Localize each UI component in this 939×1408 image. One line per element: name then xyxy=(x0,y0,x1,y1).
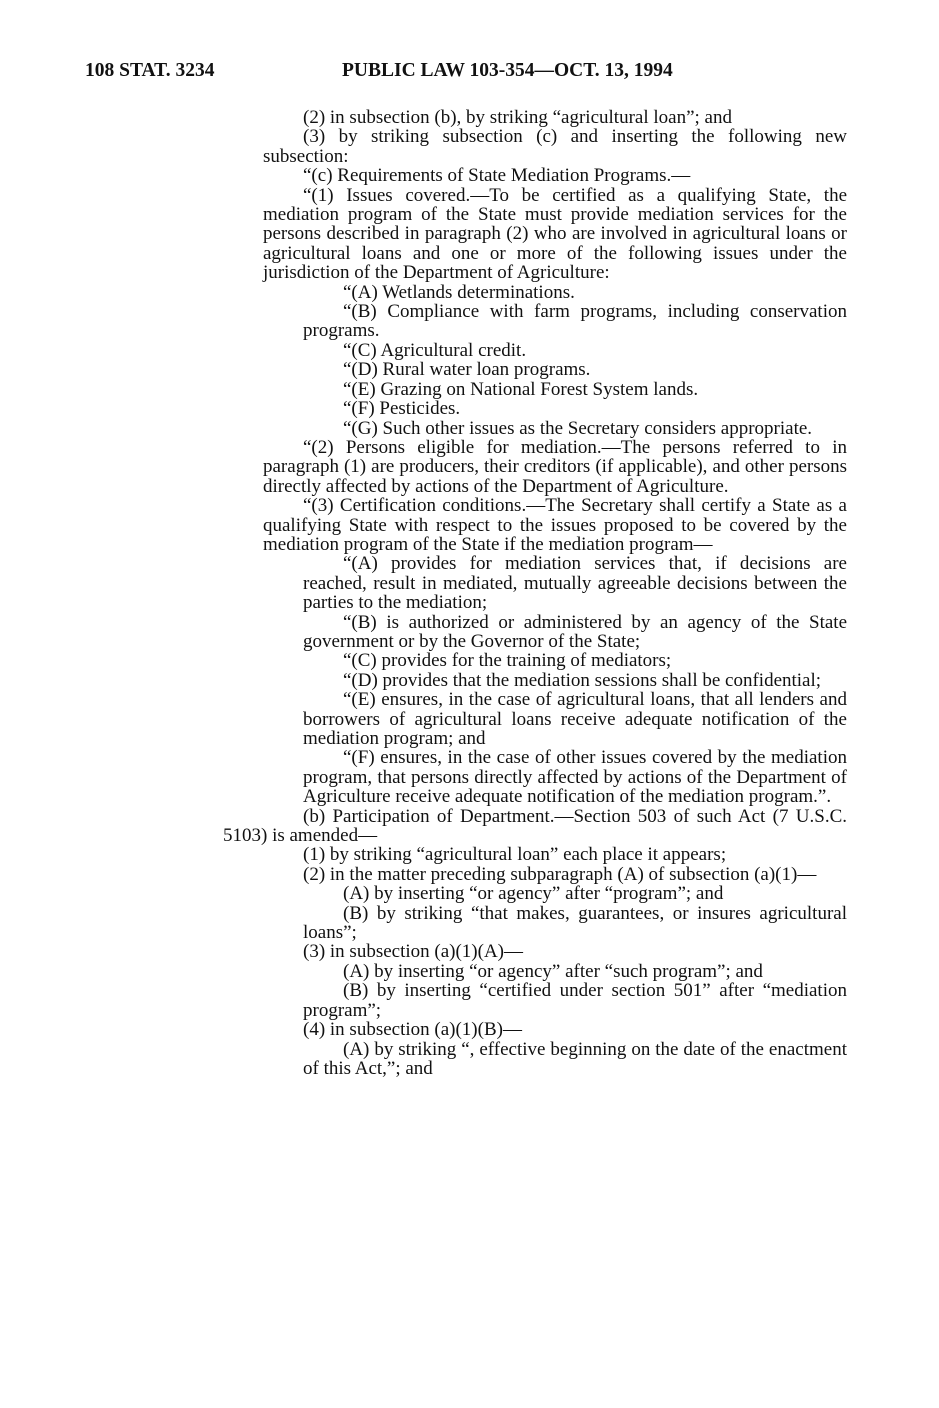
paragraph: (A) by striking “, effective beginning on the date of the enactment of this Act,”; and xyxy=(303,1038,847,1079)
paragraph: “(A) Wetlands determinations. xyxy=(343,281,575,303)
paragraph: (4) in subsection (a)(1)(B)— xyxy=(303,1019,522,1041)
paragraph: “(A) provides for mediation services that, if decisions are reached, result in mediated, mutually agreeable decisions between the parties to the mediation; xyxy=(303,553,847,614)
paragraph: (2) in the matter preceding subparagraph (A) of subsection (a)(1)— xyxy=(303,863,817,885)
paragraph: “(3) Certification conditions.—The Secretary shall certify a State as a qualifying State with respect to the issues proposed to be covered by the mediation program of the State if the mediation program— xyxy=(263,495,847,555)
paragraph: “(D) Rural water loan programs. xyxy=(343,359,591,381)
paragraph: “(C) provides for the training of mediators; xyxy=(343,650,672,672)
paragraph: (3) in subsection (a)(1)(A)— xyxy=(303,941,524,963)
paragraph: “(C) Agricultural credit. xyxy=(343,339,527,361)
paragraph: “(E) ensures, in the case of agricultural loans, that all lenders and borrowers of agricultural loans receive adequate notification of the mediation program; and xyxy=(303,689,847,749)
paragraph: (3) by striking subsection (c) and inserting the following new subsection: xyxy=(263,126,847,167)
paragraph: “(F) Pesticides. xyxy=(343,398,461,420)
paragraph: “(D) provides that the mediation sessions shall be confidential; xyxy=(343,669,822,691)
law-title: PUBLIC LAW 103-354—OCT. 13, 1994 xyxy=(342,60,673,81)
statute-page-reference: 108 STAT. 3234 xyxy=(85,60,215,81)
paragraph: (A) by inserting “or agency” after “such program”; and xyxy=(343,960,763,982)
paragraph: (B) by striking “that makes, guarantees, or insures agricultural loans”; xyxy=(303,902,847,944)
paragraph: (A) by inserting “or agency” after “program”; and xyxy=(343,883,724,905)
paragraph: “(G) Such other issues as the Secretary considers appropriate. xyxy=(343,417,813,439)
paragraph: “(1) Issues covered.—To be certified as a qualifying State, the mediation program of the State must provide mediation services for the persons described in paragraph (2) who are involved in agricultural loans or agricultural loans and one or more of the following issues under the jurisdiction of the Department of Agriculture: xyxy=(263,184,847,284)
paragraph: (B) by inserting “certified under section 501” after “mediation program”; xyxy=(303,980,847,1021)
paragraph: (b) Participation of Department.—Section 503 of such Act (7 U.S.C. 5103) is amended— xyxy=(223,805,847,847)
paragraph: “(2) Persons eligible for mediation.—The persons referred to in paragraph (1) are producers, their creditors (if applicable), and other persons directly affected by actions of the Department of Agriculture. xyxy=(263,436,847,497)
paragraph: (1) by striking “agricultural loan” each place it appears; xyxy=(303,844,727,866)
page-header xyxy=(85,60,855,90)
document-body xyxy=(223,107,847,1079)
paragraph: “(E) Grazing on National Forest System lands. xyxy=(343,378,699,400)
paragraph: “(c) Requirements of State Mediation Programs.— xyxy=(303,165,691,187)
paragraph: “(B) Compliance with farm programs, including conservation programs. xyxy=(303,301,847,342)
paragraph: (2) in subsection (b), by striking “agricultural loan”; and xyxy=(303,107,732,128)
heading-subsection-c xyxy=(263,166,847,185)
paragraph: “(B) is authorized or administered by an agency of the State government or by the Governor of the State; xyxy=(303,611,847,652)
paragraph: “(F) ensures, in the case of other issues covered by the mediation program, that persons directly affected by actions of the Department of Agriculture receive adequate notification of the mediation program.”. xyxy=(303,747,847,808)
